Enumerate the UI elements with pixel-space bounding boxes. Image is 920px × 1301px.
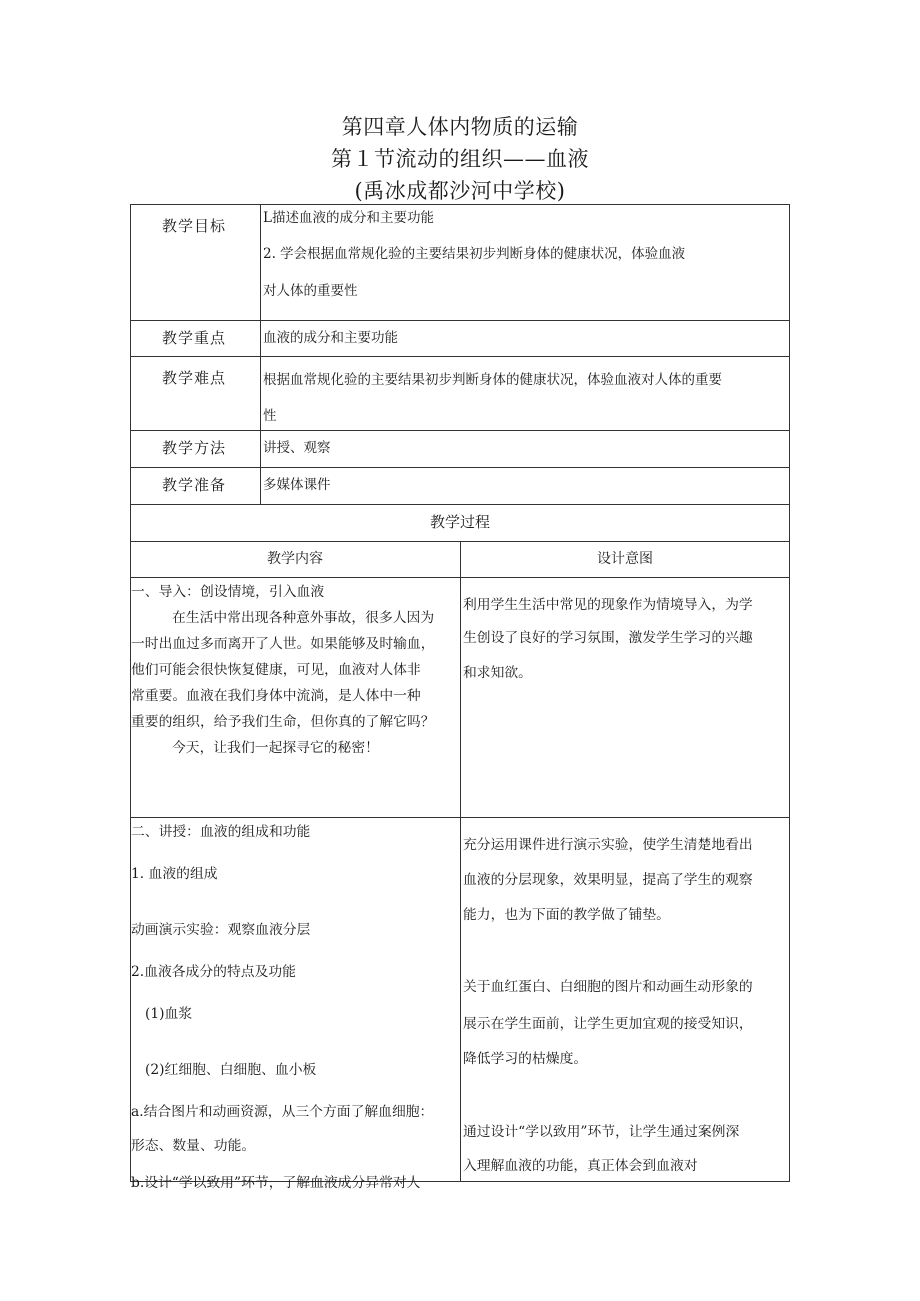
section2-intent-line: 展示在学生面前，让学生更加宜观的接受知识， (463, 1016, 753, 1032)
author-line: (禹冰成都沙河中学校) (354, 179, 566, 203)
section2-intent-line: 充分运用课件进行演示实验，使学生清楚地看出 (463, 837, 753, 853)
section-title: 第１节流动的组织——血液 (331, 147, 589, 171)
section2-line: a.结合图片和动画资源，从三个方面了解血细胞： (131, 1104, 434, 1120)
section1-line: 他们可能会很快恢复健康，可见，血液对人体非 (131, 662, 421, 678)
goals-line-2: 2. 学会根据血常规化验的主要结果初步判断身体的健康状况，体验血液 (263, 246, 686, 262)
section2-heading: 二、讲授：血液的组成和功能 (131, 824, 311, 840)
goals-line-3: 对人体的重要性 (263, 283, 358, 299)
section1-line: 在生活中常出现各种意外事故，很多人因为 (172, 610, 435, 626)
section2-line: b.设计“学以致用”环节，了解血液成分异常对人 (131, 1175, 421, 1191)
section2-line: 动画演示实验：观察血液分层 (131, 922, 311, 938)
column-header-content: 教学内容 (267, 551, 323, 567)
section2-line: 形态、数量、功能。 (131, 1138, 256, 1154)
goals-line-1: L描述血液的成分和主要功能 (263, 210, 434, 226)
difficulties-line-1: 根据血常规化验的主要结果初步判断身体的健康状况，体验血液对人体的重要 (263, 372, 722, 388)
method-value: 讲授、观察 (263, 440, 331, 456)
column-header-intent: 设计意图 (597, 551, 653, 567)
key-points-value: 血液的成分和主要功能 (263, 330, 398, 346)
column-divider (260, 204, 261, 504)
section2-line: 2.血液各成分的特点及功能 (131, 964, 296, 980)
section2-line: (2)红细胞、白细胞、血小板 (145, 1062, 317, 1078)
section2-intent-line: 通过设计“学以致用”环节，让学生通过案例深 (463, 1124, 740, 1140)
section1-line: 一时出血过多而离开了人世。如果能够及时输血， (131, 636, 435, 652)
section1-line: 今天，让我们一起探寻它的秘密！ (172, 740, 379, 756)
section1-line: 常重要。血液在我们身体中流淌，是人体中一种 (131, 688, 421, 704)
section1-line: 重要的组织，给予我们生命，但你真的了解它吗？ (131, 714, 435, 730)
difficulties-label: 教学难点 (162, 369, 227, 387)
section2-intent-line: 能力，也为下面的教学做了铺垫。 (463, 907, 670, 923)
chapter-title: 第四章人体内物质的运输 (341, 115, 579, 139)
section2-intent-line: 血液的分层现象，效果明显，提高了学生的观察 (463, 872, 753, 888)
row-divider (130, 430, 790, 431)
section1-heading: 一、导入：创设情境，引入血液 (131, 584, 325, 600)
row-divider (130, 356, 790, 357)
section1-intent-line: 和求知欲。 (463, 665, 532, 681)
row-divider (130, 320, 790, 321)
preparation-label: 教学准备 (162, 476, 227, 494)
key-points-label: 教学重点 (162, 329, 227, 347)
section1-intent-line: 利用学生生活中常见的现象作为情境导入，为学 (463, 597, 753, 613)
method-label: 教学方法 (162, 439, 227, 457)
process-heading: 教学过程 (429, 513, 490, 531)
row-divider (130, 504, 790, 505)
section1-intent-line: 生创设了良好的学习氛围，激发学生学习的兴趣 (463, 630, 753, 646)
difficulties-line-2: 性 (263, 408, 277, 424)
preparation-value: 多媒体课件 (263, 477, 331, 493)
section2-intent-line: 降低学习的枯燥度。 (463, 1051, 588, 1067)
section2-line: 1. 血液的组成 (131, 866, 218, 882)
row-divider (130, 467, 790, 468)
section2-intent-line: 关于血红蛋白、白细胞的图片和动画生动形象的 (463, 979, 753, 995)
section2-cutoff-wrap (131, 1172, 459, 1191)
section2-intent-line: 入理解血液的功能，真正体会到血液对 (463, 1158, 698, 1174)
section2-line: (1)血浆 (145, 1006, 193, 1022)
goals-label: 教学目标 (162, 217, 227, 235)
column-divider (460, 541, 461, 1182)
